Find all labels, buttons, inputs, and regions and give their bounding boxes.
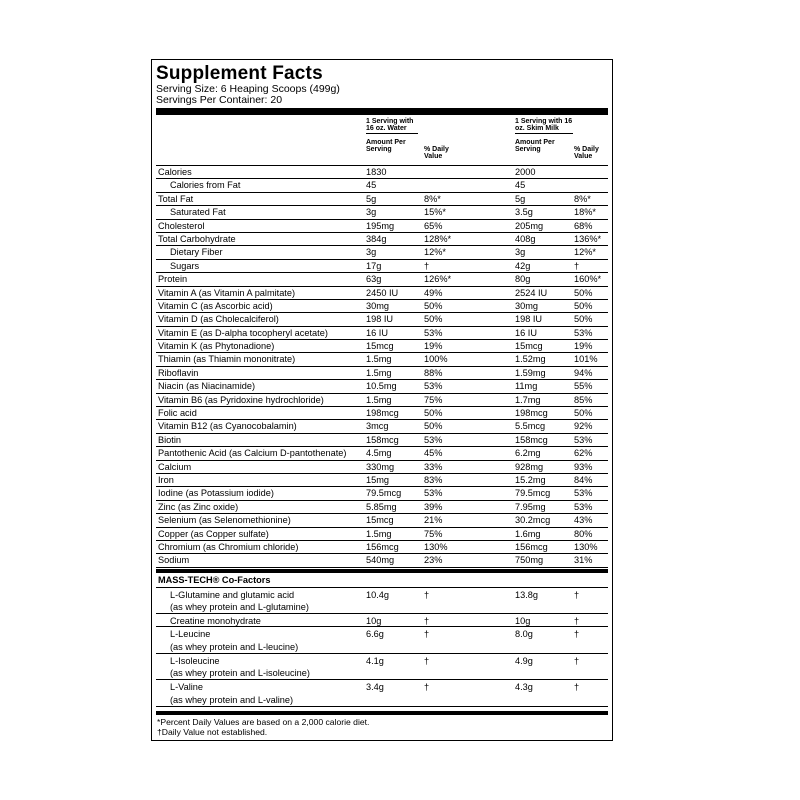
water-daily-value: 83%	[424, 474, 443, 485]
water-amount: 16 IU	[366, 327, 388, 338]
nutrient-row	[156, 461, 608, 474]
milk-amount: 4.9g	[515, 655, 533, 666]
nutrient-name: Protein	[158, 274, 188, 285]
milk-amount: 1.52mg	[515, 354, 546, 365]
water-amount: 158mcg	[366, 434, 399, 445]
water-daily-value: 33%	[424, 461, 443, 472]
water-daily-value: 65%	[424, 220, 443, 231]
water-amount: 5g	[366, 193, 377, 204]
water-daily-value: 100%	[424, 354, 448, 365]
footnote-dv: *Percent Daily Values are based on a 2,000 calorie diet.	[157, 716, 370, 727]
milk-amount-header: Amount Per Serving	[515, 139, 555, 153]
water-amount: 156mcg	[366, 541, 399, 552]
water-daily-value: 88%	[424, 367, 443, 378]
milk-daily-value: 18%*	[574, 207, 596, 218]
nutrient-row	[156, 193, 608, 206]
nutrient-name: Folic acid	[158, 408, 197, 419]
nutrient-name: Iron	[158, 474, 174, 485]
cofactor-row	[156, 680, 608, 707]
nutrient-name: Selenium (as Selenomethionine)	[158, 515, 291, 526]
nutrient-name: Total Fat	[158, 193, 194, 204]
milk-amount: 80g	[515, 274, 531, 285]
milk-amount: 45	[515, 180, 526, 191]
cofactor-row	[156, 614, 608, 627]
cofactor-row	[156, 654, 608, 681]
water-daily-value: 53%	[424, 488, 443, 499]
nutrient-name: Niacin (as Niacinamide)	[158, 381, 256, 392]
cofactor-label	[170, 615, 261, 628]
nutrient-row	[156, 300, 608, 313]
milk-daily-value: 31%	[574, 555, 593, 566]
nutrient-row	[156, 554, 608, 567]
cofactor-name: L-Isoleucine	[170, 655, 220, 666]
water-daily-value: †	[424, 655, 430, 666]
water-amount: 2450 IU	[366, 287, 399, 298]
water-amount: 4.5mg	[366, 448, 392, 459]
cofactor-source: (as whey protein and L-isoleucine)	[170, 668, 310, 679]
nutrient-name: Zinc (as Zinc oxide)	[158, 501, 239, 512]
nutrient-name: Vitamin A (as Vitamin A palmitate)	[158, 287, 296, 298]
water-amount: 10g	[366, 616, 382, 627]
milk-amount: 2524 IU	[515, 287, 548, 298]
water-amount: 1830	[366, 167, 387, 177]
milk-daily-value: 136%*	[574, 233, 602, 244]
water-amount: 1.5mg	[366, 367, 392, 378]
nutrient-row	[156, 407, 608, 420]
nutrient-row	[156, 501, 608, 514]
nutrient-row	[156, 528, 608, 541]
water-daily-value: 49%	[424, 287, 443, 298]
water-daily-value: †	[424, 260, 430, 271]
milk-amount: 4.3g	[515, 682, 533, 693]
water-daily-value: 45%	[424, 448, 443, 459]
nutrient-name: Calories	[158, 167, 192, 177]
nutrient-name: Total Carbohydrate	[158, 233, 236, 244]
nutrient-name: Calcium	[158, 461, 192, 472]
cofactor-label	[170, 655, 310, 680]
water-daily-value: 53%	[424, 434, 443, 445]
water-amount: 15mcg	[366, 515, 394, 526]
cofactor-source: (as whey protein and L-valine)	[170, 694, 294, 705]
cofactor-source: (as whey protein and L-leucine)	[170, 641, 299, 652]
water-daily-value: 12%*	[424, 247, 446, 258]
cofactors-title: MASS-TECH® Co-Factors	[156, 573, 608, 588]
milk-amount: 928mg	[515, 461, 544, 472]
water-daily-value: 8%*	[424, 193, 441, 204]
nutrient-row	[156, 273, 608, 286]
label-title: Supplement Facts	[156, 63, 323, 84]
milk-amount: 30.2mcg	[515, 515, 551, 526]
water-daily-value: 75%	[424, 394, 443, 405]
milk-amount: 205mg	[515, 220, 544, 231]
water-amount: 3g	[366, 207, 377, 218]
milk-column-header: 1 Serving with 16 oz. Skim Milk	[515, 118, 573, 132]
milk-daily-value: 43%	[574, 515, 593, 526]
nutrient-row	[156, 206, 608, 219]
milk-amount: 158mcg	[515, 434, 548, 445]
water-daily-value: †	[424, 629, 430, 640]
cofactor-label	[170, 681, 293, 706]
water-daily-value: 39%	[424, 501, 443, 512]
milk-daily-value: †	[574, 260, 580, 271]
nutrient-name: Vitamin K (as Phytonadione)	[158, 341, 275, 352]
water-amount: 198mcg	[366, 408, 399, 419]
water-amount: 4.1g	[366, 655, 384, 666]
nutrient-name: Vitamin B6 (as Pyridoxine hydrochloride)	[158, 394, 324, 405]
nutrient-row	[156, 179, 608, 192]
nutrient-name: Vitamin E (as D-alpha tocopheryl acetate)	[158, 327, 328, 338]
milk-daily-value: 8%*	[574, 193, 591, 204]
nutrient-name: Pantothenic Acid (as Calcium D-pantothenate)	[158, 448, 347, 459]
milk-amount: 3g	[515, 247, 526, 258]
water-amount: 15mcg	[366, 341, 394, 352]
milk-amount: 2000	[515, 167, 536, 177]
footnote-divider-bar	[156, 711, 608, 715]
water-amount: 45	[366, 180, 377, 191]
water-amount: 30mg	[366, 300, 389, 311]
milk-daily-value: 53%	[574, 327, 593, 338]
milk-daily-value: 93%	[574, 461, 593, 472]
milk-amount: 13.8g	[515, 589, 538, 600]
nutrient-row	[156, 233, 608, 246]
nutrient-name: Thiamin (as Thiamin mononitrate)	[158, 354, 296, 365]
cofactor-row	[156, 627, 608, 654]
milk-daily-value: 53%	[574, 488, 593, 499]
nutrient-row	[156, 394, 608, 407]
cofactor-label	[170, 628, 298, 653]
milk-amount: 7.95mg	[515, 501, 546, 512]
nutrient-name: Cholesterol	[158, 220, 205, 231]
water-amount: 63g	[366, 274, 382, 285]
cofactor-name: L-Glutamine and glutamic acid	[170, 589, 295, 600]
milk-amount: 42g	[515, 260, 531, 271]
milk-daily-value: 53%	[574, 501, 593, 512]
milk-daily-value: †	[574, 682, 580, 693]
nutrient-row	[156, 340, 608, 353]
cofactor-name: Creatine monohydrate	[170, 616, 261, 627]
water-daily-value: †	[424, 589, 430, 600]
water-amount-header: Amount Per Serving	[366, 139, 406, 153]
milk-amount: 11mg	[515, 381, 538, 392]
nutrient-row	[156, 380, 608, 393]
nutrient-name: Vitamin B12 (as Cyanocobalamin)	[158, 421, 297, 432]
nutrient-row	[156, 367, 608, 380]
water-daily-value: 53%	[424, 327, 443, 338]
nutrient-table	[156, 166, 608, 568]
milk-amount: 1.7mg	[515, 394, 541, 405]
water-amount: 3mcg	[366, 421, 389, 432]
milk-amount: 3.5g	[515, 207, 533, 218]
supplement-facts-panel	[151, 59, 613, 741]
water-daily-value: 130%	[424, 541, 448, 552]
water-amount: 540mg	[366, 555, 395, 566]
water-daily-value: 23%	[424, 555, 443, 566]
nutrient-row	[156, 260, 608, 273]
nutrient-row	[156, 434, 608, 447]
milk-amount: 16 IU	[515, 327, 537, 338]
nutrient-row	[156, 541, 608, 554]
milk-daily-value: 68%	[574, 220, 593, 231]
nutrient-row	[156, 514, 608, 527]
water-amount: 195mg	[366, 220, 395, 231]
nutrient-row	[156, 313, 608, 326]
water-amount: 5.85mg	[366, 501, 397, 512]
milk-amount: 79.5mcg	[515, 488, 551, 499]
water-daily-value: 50%	[424, 408, 443, 419]
nutrient-name: Vitamin C (as Ascorbic acid)	[158, 300, 273, 311]
nutrient-name: Iodine (as Potassium iodide)	[158, 488, 274, 499]
water-amount: 79.5mcg	[366, 488, 402, 499]
milk-daily-value: 62%	[574, 448, 593, 459]
nutrient-name: Riboflavin	[158, 367, 199, 378]
water-daily-value: 126%*	[424, 274, 452, 285]
nutrient-name: Calories from Fat	[170, 180, 241, 191]
milk-daily-value: 50%	[574, 300, 593, 311]
milk-amount: 5.5mcg	[515, 421, 546, 432]
water-daily-value: †	[424, 616, 430, 627]
milk-amount: 30mg	[515, 300, 538, 311]
water-daily-value: 128%*	[424, 233, 452, 244]
milk-amount: 198 IU	[515, 314, 543, 325]
milk-daily-value: 50%	[574, 314, 593, 325]
servings-per-container: Servings Per Container: 20	[156, 94, 283, 106]
cofactor-table	[156, 588, 608, 707]
cofactor-source: (as whey protein and L-glutamine)	[170, 602, 309, 613]
nutrient-row	[156, 287, 608, 300]
milk-dv-header: % Daily Value	[574, 146, 599, 160]
milk-amount: 750mg	[515, 555, 544, 566]
milk-amount: 198mcg	[515, 408, 548, 419]
water-daily-value: 75%	[424, 528, 443, 539]
water-amount: 198 IU	[366, 314, 394, 325]
cofactor-name: L-Leucine	[170, 629, 211, 640]
milk-daily-value: 50%	[574, 287, 593, 298]
top-divider-bar	[156, 108, 608, 115]
nutrient-row	[156, 447, 608, 460]
milk-amount: 8.0g	[515, 629, 533, 640]
nutrient-row	[156, 474, 608, 487]
milk-amount: 1.6mg	[515, 528, 541, 539]
cofactor-name: L-Valine	[170, 682, 204, 693]
milk-amount: 15mcg	[515, 341, 543, 352]
milk-daily-value: †	[574, 629, 580, 640]
nutrient-name: Biotin	[158, 434, 181, 445]
nutrient-row	[156, 246, 608, 259]
milk-amount: 1.59mg	[515, 367, 546, 378]
milk-amount: 10g	[515, 616, 531, 627]
milk-daily-value: 55%	[574, 381, 593, 392]
water-amount: 3g	[366, 247, 377, 258]
water-amount: 330mg	[366, 461, 395, 472]
nutrient-row	[156, 166, 608, 179]
water-amount: 15mg	[366, 474, 389, 485]
water-amount: 384g	[366, 233, 387, 244]
milk-amount: 6.2mg	[515, 448, 541, 459]
milk-amount: 156mcg	[515, 541, 548, 552]
water-amount: 1.5mg	[366, 528, 392, 539]
nutrient-row	[156, 487, 608, 500]
water-daily-value: 50%	[424, 314, 443, 325]
cofactor-row	[156, 588, 608, 615]
water-daily-value: 21%	[424, 515, 443, 526]
nutrient-row	[156, 220, 608, 233]
water-amount: 10.4g	[366, 589, 389, 600]
water-amount: 10.5mg	[366, 381, 397, 392]
milk-amount: 5g	[515, 193, 526, 204]
milk-daily-value: †	[574, 589, 580, 600]
nutrient-name: Sugars	[170, 260, 200, 271]
nutrient-name: Vitamin D (as Cholecalciferol)	[158, 314, 279, 325]
serving-size: Serving Size: 6 Heaping Scoops (499g)	[156, 83, 340, 95]
milk-daily-value: 19%	[574, 341, 593, 352]
milk-daily-value: 92%	[574, 421, 593, 432]
nutrient-name: Saturated Fat	[170, 207, 226, 218]
milk-daily-value: 80%	[574, 528, 593, 539]
nutrient-name: Copper (as Copper sulfate)	[158, 528, 269, 539]
water-amount: 17g	[366, 260, 382, 271]
water-daily-value: 53%	[424, 381, 443, 392]
water-daily-value: 15%*	[424, 207, 446, 218]
milk-daily-value: 85%	[574, 394, 593, 405]
water-daily-value: 50%	[424, 300, 443, 311]
milk-daily-value: 160%*	[574, 274, 602, 285]
water-dv-header: % Daily Value	[424, 146, 449, 160]
milk-amount: 408g	[515, 233, 536, 244]
nutrient-name: Sodium	[158, 555, 190, 566]
milk-amount: 15.2mg	[515, 474, 546, 485]
cofactor-label	[170, 589, 309, 614]
milk-daily-value: 130%	[574, 541, 598, 552]
nutrient-row	[156, 353, 608, 366]
milk-daily-value: †	[574, 655, 580, 666]
nutrient-row	[156, 327, 608, 340]
water-amount: 1.5mg	[366, 354, 392, 365]
nutrient-row	[156, 420, 608, 433]
milk-daily-value: 12%*	[574, 247, 596, 258]
water-amount: 3.4g	[366, 682, 384, 693]
milk-daily-value: 53%	[574, 434, 593, 445]
water-daily-value: 19%	[424, 341, 443, 352]
nutrient-name: Chromium (as Chromium chloride)	[158, 541, 299, 552]
footnote-dagger: †Daily Value not established.	[157, 726, 268, 737]
milk-daily-value: 94%	[574, 367, 593, 378]
milk-daily-value: 101%	[574, 354, 598, 365]
milk-daily-value: †	[574, 616, 580, 627]
water-daily-value: 50%	[424, 421, 443, 432]
column-header	[156, 115, 608, 166]
nutrient-name: Dietary Fiber	[170, 247, 223, 258]
water-amount: 1.5mg	[366, 394, 392, 405]
milk-daily-value: 84%	[574, 474, 593, 485]
water-daily-value: †	[424, 682, 430, 693]
water-amount: 6.6g	[366, 629, 384, 640]
milk-daily-value: 50%	[574, 408, 593, 419]
water-column-header: 1 Serving with 16 oz. Water	[366, 118, 418, 134]
